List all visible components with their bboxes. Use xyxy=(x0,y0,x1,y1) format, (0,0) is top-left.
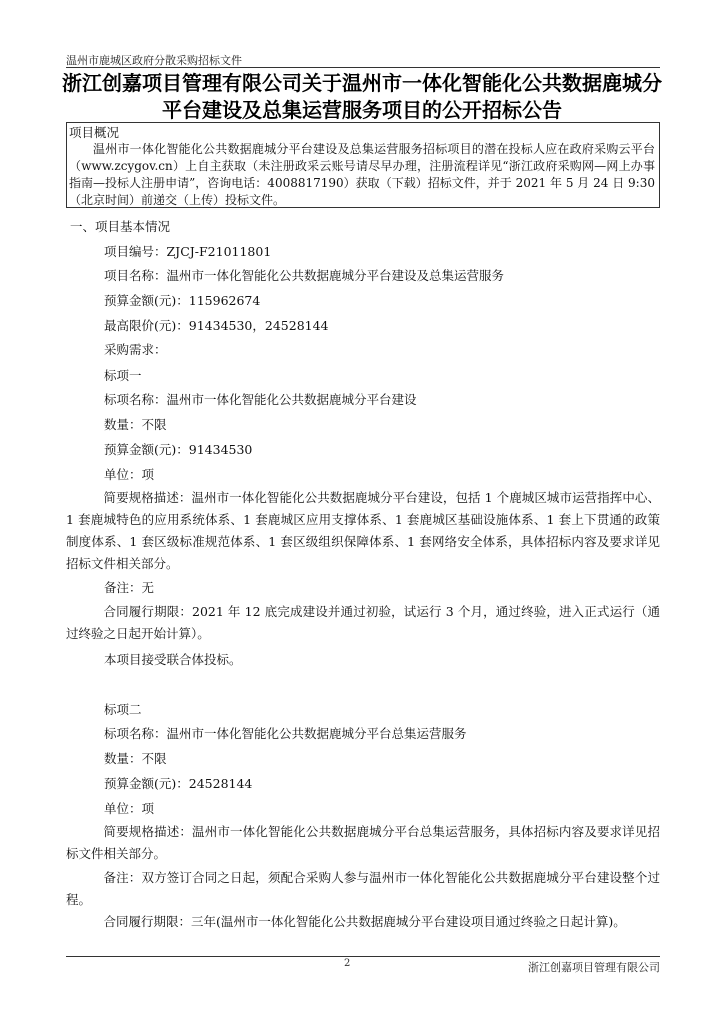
lot1-consortium: 本项目接受联合体投标。 xyxy=(104,652,242,667)
lot1-heading: 标项一 xyxy=(104,368,142,383)
lot2-unit: 单位：项 xyxy=(104,801,155,816)
lot1-unit: 单位：项 xyxy=(104,467,155,482)
lot1-quantity: 数量：不限 xyxy=(104,417,167,432)
max-price: 最高限价(元)：91434530，24528144 xyxy=(104,318,329,333)
lot2-budget: 预算金额(元)：24528144 xyxy=(104,776,253,791)
project-overview-box xyxy=(66,122,660,208)
overview-text: 温州市一体化智能化公共数据鹿城分平台建设及总集运营服务招标项目的潜在投标人应在政府采购云平台（www.zcygov.cn）上自主获取（未注册政采云账号请尽早办理，注册流程详见“浙江政府采购网—网上办事指南—投标人注册申请”，咨询电话：4008817190）获取（下载）招标文件，并于 2021 年 5 月 24 日 9:30（北京时间）前递交（上传）投标文件。 xyxy=(69,142,655,207)
lot2-quantity: 数量：不限 xyxy=(104,751,167,766)
lot1-term: 合同履行期限：2021 年 12 底完成建设并通过初验，试运行 3 个月，通过终验，进入正式运行（通过终验之日起开始计算）。 xyxy=(66,604,660,641)
lot1-spec: 简要规格描述：温州市一体化智能化公共数据鹿城分平台建设，包括 1 个鹿城区城市运营指挥中心、1 套鹿城特色的应用系统体系、1 套鹿城区应用支撑体系、1 套鹿城区基础设施体系、1 套上下贯通的政策制度体系、1 套区级标准规范体系、1 套区级组织保障体系、1 套网络安全体系，具体招标内容及要求详见招标文件相关部分。 xyxy=(66,490,660,571)
lot2-heading: 标项二 xyxy=(104,702,142,717)
page-number: 2 xyxy=(344,958,351,969)
project-name: 项目名称：温州市一体化智能化公共数据鹿城分平台建设及总集运营服务 xyxy=(104,268,505,283)
title-line-2: 平台建设及总集运营服务项目的公开招标公告 xyxy=(162,98,562,122)
footer-company: 浙江创嘉项目管理有限公司 xyxy=(528,961,660,974)
procurement-needs: 采购需求： xyxy=(104,342,167,357)
document-title xyxy=(60,70,664,124)
title-line-1: 浙江创嘉项目管理有限公司关于温州市一体化智能化公共数据鹿城分 xyxy=(62,71,662,95)
lot2-spec: 简要规格描述：温州市一体化智能化公共数据鹿城分平台总集运营服务，具体招标内容及要求详见招标文件相关部分。 xyxy=(66,824,660,861)
project-number: 项目编号：ZJCJ-F21011801 xyxy=(104,244,272,259)
section-heading: 一、项目基本情况 xyxy=(70,219,171,234)
overview-heading: 项目概况 xyxy=(69,125,120,140)
lot1-budget: 预算金额(元)：91434530 xyxy=(104,442,253,457)
footer-divider xyxy=(66,956,660,957)
project-budget: 预算金额(元)：115962674 xyxy=(104,293,261,308)
lot2-name: 标项名称：温州市一体化智能化公共数据鹿城分平台总集运营服务 xyxy=(104,726,467,741)
lot2-term: 合同履行期限：三年(温州市一体化智能化公共数据鹿城分平台建设项目通过终验之日起计算)。 xyxy=(103,914,626,929)
page-header-text: 温州市鹿城区政府分散采购招标文件 xyxy=(66,54,242,67)
header-divider xyxy=(66,67,660,68)
lot1-name: 标项名称：温州市一体化智能化公共数据鹿城分平台建设 xyxy=(104,392,417,407)
lot2-remark: 备注：双方签订合同之日起，须配合采购人参与温州市一体化智能化公共数据鹿城分平台建设整个过程。 xyxy=(66,870,660,907)
lot1-remark: 备注：无 xyxy=(104,580,155,595)
